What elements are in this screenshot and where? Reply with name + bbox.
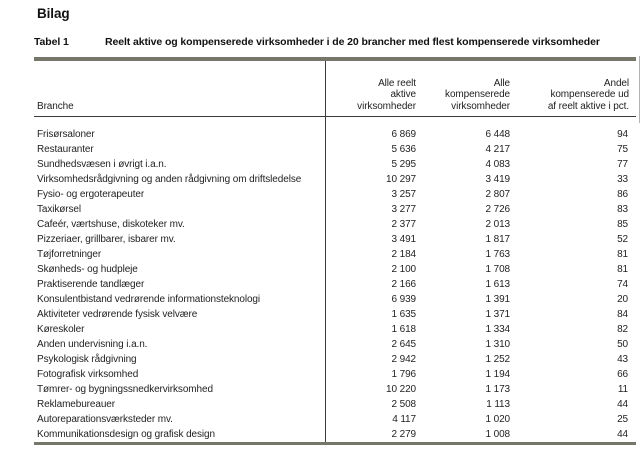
cell-kompenserede: 1 020 bbox=[485, 414, 510, 425]
table-caption bbox=[34, 36, 636, 48]
cell-andel: 81 bbox=[617, 249, 628, 260]
header-line: Andel bbox=[603, 77, 629, 89]
table-row bbox=[34, 157, 636, 172]
cell-andel: 75 bbox=[617, 144, 628, 155]
column-header-kompenserede bbox=[420, 78, 515, 113]
cell-aktive: 3 277 bbox=[391, 204, 416, 215]
header-line: virksomheder bbox=[451, 100, 510, 112]
table-row bbox=[34, 247, 636, 262]
cell-kompenserede: 6 448 bbox=[485, 129, 510, 140]
table-row bbox=[34, 292, 636, 307]
table-1 bbox=[34, 36, 636, 445]
cell-andel: 84 bbox=[617, 309, 628, 320]
cell-aktive: 5 295 bbox=[391, 159, 416, 170]
table-row bbox=[34, 307, 636, 322]
table-frame bbox=[34, 57, 636, 445]
column-divider bbox=[325, 61, 326, 442]
header-line: Alle bbox=[493, 77, 510, 89]
cell-aktive: 1 635 bbox=[391, 309, 416, 320]
column-header-aktive bbox=[325, 78, 420, 113]
table-row bbox=[34, 427, 636, 442]
cell-aktive: 2 645 bbox=[391, 339, 416, 350]
cell-branche: Reklamebureauer bbox=[37, 399, 115, 410]
cell-andel: 11 bbox=[617, 384, 628, 395]
cell-kompenserede: 1 334 bbox=[485, 324, 510, 335]
cell-andel: 44 bbox=[617, 399, 628, 410]
cell-aktive: 2 377 bbox=[391, 219, 416, 230]
cell-kompenserede: 1 708 bbox=[485, 264, 510, 275]
cell-kompenserede: 1 817 bbox=[485, 234, 510, 245]
cell-kompenserede: 2 013 bbox=[485, 219, 510, 230]
table-header-row bbox=[34, 61, 636, 117]
table-row bbox=[34, 187, 636, 202]
cell-andel: 83 bbox=[617, 204, 628, 215]
header-line: aktive bbox=[390, 89, 416, 100]
cell-andel: 66 bbox=[617, 369, 628, 380]
table-row bbox=[34, 127, 636, 142]
cell-aktive: 2 100 bbox=[391, 264, 416, 275]
table-row bbox=[34, 337, 636, 352]
cell-aktive: 3 491 bbox=[391, 234, 416, 245]
cell-kompenserede: 4 217 bbox=[485, 144, 510, 155]
cell-andel: 25 bbox=[617, 414, 628, 425]
cell-aktive: 10 297 bbox=[386, 174, 416, 185]
column-header-andel bbox=[515, 78, 636, 113]
cell-branche: Psykologisk rådgivning bbox=[37, 354, 137, 365]
cell-aktive: 1 796 bbox=[391, 369, 416, 380]
page-title: Bilag bbox=[37, 6, 70, 21]
cell-andel: 86 bbox=[617, 189, 628, 200]
cell-andel: 33 bbox=[617, 174, 628, 185]
table-row bbox=[34, 262, 636, 277]
cell-branche: Fysio- og ergoterapeuter bbox=[37, 189, 145, 200]
cell-kompenserede: 1 008 bbox=[485, 429, 510, 440]
cell-branche: Fotografisk virksomhed bbox=[37, 369, 139, 380]
table-row bbox=[34, 352, 636, 367]
cell-branche: Praktiserende tandlæger bbox=[37, 279, 145, 290]
cell-aktive: 6 939 bbox=[391, 294, 416, 305]
cell-kompenserede: 1 391 bbox=[485, 294, 510, 305]
table-row bbox=[34, 397, 636, 412]
cell-kompenserede: 1 310 bbox=[485, 339, 510, 350]
cell-andel: 77 bbox=[617, 159, 628, 170]
table-body bbox=[34, 117, 636, 442]
cell-andel: 43 bbox=[617, 354, 628, 365]
cell-branche: Pizzeriaer, grillbarer, isbarer mv. bbox=[37, 234, 176, 245]
header-line: virksomheder bbox=[357, 100, 416, 112]
cell-aktive: 1 618 bbox=[391, 324, 416, 335]
table-row bbox=[34, 232, 636, 247]
cell-andel: 81 bbox=[617, 264, 628, 275]
cell-branche: Virksomhedsrådgivning og anden rådgivning om driftsledelse bbox=[37, 174, 302, 185]
cell-andel: 20 bbox=[617, 294, 628, 305]
column-header-branche: Branche bbox=[37, 100, 74, 112]
table-row bbox=[34, 172, 636, 187]
table-row bbox=[34, 217, 636, 232]
cell-kompenserede: 1 613 bbox=[485, 279, 510, 290]
cell-andel: 94 bbox=[617, 129, 628, 140]
cell-aktive: 2 508 bbox=[391, 399, 416, 410]
cell-kompenserede: 1 371 bbox=[485, 309, 510, 320]
table-row bbox=[34, 202, 636, 217]
header-line: Alle reelt bbox=[378, 77, 416, 89]
cell-kompenserede: 1 252 bbox=[485, 354, 510, 365]
cell-andel: 50 bbox=[617, 339, 628, 350]
header-line: kompenserede bbox=[445, 89, 510, 100]
cell-kompenserede: 1 173 bbox=[485, 384, 510, 395]
cell-branche: Frisørsaloner bbox=[37, 129, 95, 140]
cell-branche: Taxikørsel bbox=[37, 204, 82, 215]
table-row bbox=[34, 412, 636, 427]
cell-branche: Aktiviteter vedrørende fysisk velvære bbox=[37, 309, 198, 320]
cell-kompenserede: 1 113 bbox=[486, 399, 510, 410]
cell-branche: Konsulentbistand vedrørende informationsteknologi bbox=[37, 294, 261, 305]
cell-andel: 85 bbox=[617, 219, 628, 230]
cell-kompenserede: 1 763 bbox=[485, 249, 510, 260]
cell-aktive: 2 166 bbox=[391, 279, 416, 290]
cell-branche: Tøjforretninger bbox=[37, 249, 102, 260]
table-row bbox=[34, 382, 636, 397]
cell-branche: Skønheds- og hudpleje bbox=[37, 264, 138, 275]
cell-aktive: 6 869 bbox=[391, 129, 416, 140]
cell-andel: 44 bbox=[617, 429, 628, 440]
cell-aktive: 2 942 bbox=[391, 354, 416, 365]
cell-aktive: 10 220 bbox=[386, 384, 416, 395]
cell-kompenserede: 3 419 bbox=[485, 174, 510, 185]
cell-aktive: 4 117 bbox=[392, 414, 416, 425]
cell-aktive: 5 636 bbox=[391, 144, 416, 155]
cell-aktive: 2 184 bbox=[391, 249, 416, 260]
cell-andel: 74 bbox=[617, 279, 628, 290]
cell-kompenserede: 2 807 bbox=[485, 189, 510, 200]
cell-kompenserede: 4 083 bbox=[485, 159, 510, 170]
cell-andel: 52 bbox=[617, 234, 628, 245]
cell-branche: Tømrer- og bygningssnedkervirksomhed bbox=[37, 384, 213, 395]
cell-kompenserede: 2 726 bbox=[485, 204, 510, 215]
header-line: kompenserede ud bbox=[550, 89, 629, 100]
cell-aktive: 3 257 bbox=[391, 189, 416, 200]
table-row bbox=[34, 367, 636, 382]
page-edge-line bbox=[639, 56, 640, 123]
cell-branche: Restauranter bbox=[37, 144, 94, 155]
table-label: Tabel 1 bbox=[34, 36, 69, 48]
table-row bbox=[34, 277, 636, 292]
cell-andel: 82 bbox=[617, 324, 628, 335]
table-caption-text: Reelt aktive og kompenserede virksomheder i de 20 brancher med flest kompenserede virksomheder bbox=[105, 36, 600, 48]
cell-branche: Køreskoler bbox=[37, 324, 85, 335]
cell-branche: Anden undervisning i.a.n. bbox=[37, 339, 148, 350]
cell-branche: Kommunikationsdesign og grafisk design bbox=[37, 429, 215, 440]
table-row bbox=[34, 322, 636, 337]
cell-branche: Sundhedsvæsen i øvrigt i.a.n. bbox=[37, 159, 167, 170]
cell-branche: Cafeér, værtshuse, diskoteker mv. bbox=[37, 219, 185, 230]
table-row bbox=[34, 142, 636, 157]
cell-branche: Autoreparationsværksteder mv. bbox=[37, 414, 173, 425]
header-line: af reelt aktive i pct. bbox=[547, 100, 629, 112]
cell-aktive: 2 279 bbox=[391, 429, 416, 440]
cell-kompenserede: 1 194 bbox=[485, 369, 510, 380]
